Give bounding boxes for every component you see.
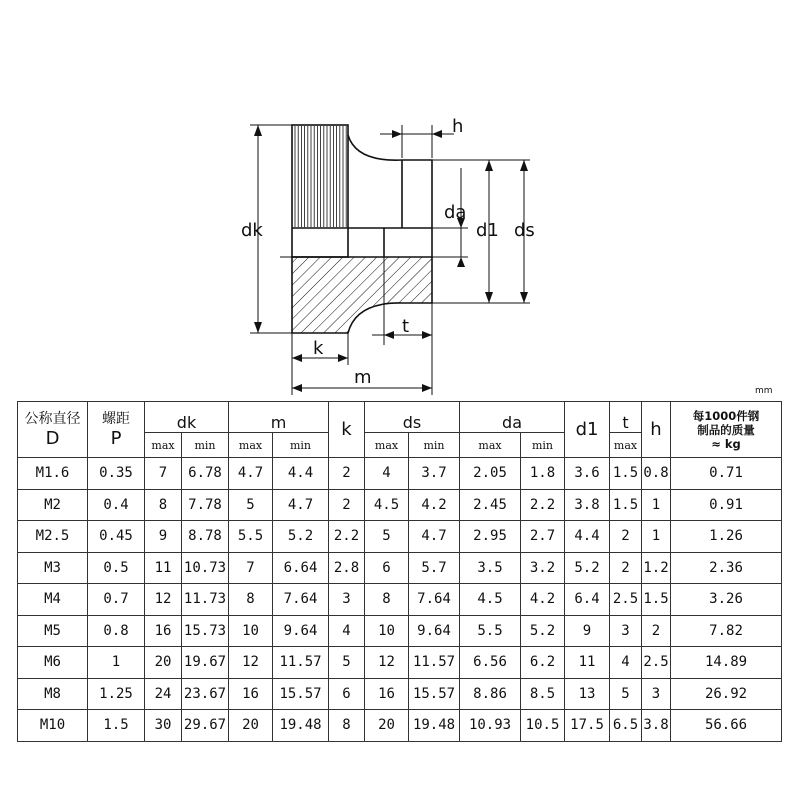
cell-P: 0.8 bbox=[88, 615, 145, 647]
header-nominal-diameter-cn: 公称直径 bbox=[24, 411, 81, 427]
cell-dk-max: 11 bbox=[145, 552, 182, 584]
cell-h: 0.8 bbox=[642, 458, 671, 490]
cell-ds-min: 4.2 bbox=[409, 489, 460, 521]
cell-t-max: 1.5 bbox=[610, 489, 642, 521]
cell-da-min: 5.2 bbox=[521, 615, 565, 647]
header-pitch bbox=[88, 402, 145, 458]
cell-t-max: 4 bbox=[610, 647, 642, 679]
cell-d1: 6.4 bbox=[565, 584, 610, 616]
cell-h: 1.5 bbox=[642, 584, 671, 616]
cell-h: 3.8 bbox=[642, 710, 671, 742]
cell-mass: 2.36 bbox=[671, 552, 782, 584]
header-dk: dk bbox=[145, 402, 229, 433]
cell-h: 2.5 bbox=[642, 647, 671, 679]
cell-P: 1.25 bbox=[88, 678, 145, 710]
cell-ds-max: 12 bbox=[365, 647, 409, 679]
cell-da-max: 8.86 bbox=[460, 678, 521, 710]
cell-m-min: 11.57 bbox=[273, 647, 329, 679]
cell-k: 2.8 bbox=[329, 552, 365, 584]
cell-P: 1 bbox=[88, 647, 145, 679]
cell-m-max: 16 bbox=[229, 678, 273, 710]
header-ds-min: min bbox=[409, 433, 460, 458]
table-row bbox=[18, 489, 782, 521]
cell-t-max: 3 bbox=[610, 615, 642, 647]
cell-da-max: 5.5 bbox=[460, 615, 521, 647]
cell-mass: 0.71 bbox=[671, 458, 782, 490]
cell-m-max: 5.5 bbox=[229, 521, 273, 553]
cell-t-max: 2 bbox=[610, 552, 642, 584]
cell-ds-min: 7.64 bbox=[409, 584, 460, 616]
cell-m-max: 10 bbox=[229, 615, 273, 647]
cell-d1: 11 bbox=[565, 647, 610, 679]
cell-t-max: 6.5 bbox=[610, 710, 642, 742]
cell-D: M2 bbox=[18, 489, 88, 521]
cell-k: 5 bbox=[329, 647, 365, 679]
cell-dk-min: 15.73 bbox=[182, 615, 229, 647]
cell-D: M10 bbox=[18, 710, 88, 742]
header-dk-min: min bbox=[182, 433, 229, 458]
cell-ds-max: 5 bbox=[365, 521, 409, 553]
header-k: k bbox=[329, 402, 365, 458]
cell-dk-max: 9 bbox=[145, 521, 182, 553]
cell-da-max: 4.5 bbox=[460, 584, 521, 616]
cell-da-max: 2.95 bbox=[460, 521, 521, 553]
cell-mass: 3.26 bbox=[671, 584, 782, 616]
header-D: D bbox=[45, 428, 60, 449]
table-row bbox=[18, 710, 782, 742]
cell-m-min: 15.57 bbox=[273, 678, 329, 710]
table-row bbox=[18, 615, 782, 647]
cell-m-max: 7 bbox=[229, 552, 273, 584]
cell-t-max: 1.5 bbox=[610, 458, 642, 490]
table-row bbox=[18, 458, 782, 490]
cell-d1: 9 bbox=[565, 615, 610, 647]
label-dk: dk bbox=[241, 220, 263, 241]
cell-mass: 56.66 bbox=[671, 710, 782, 742]
cell-D: M3 bbox=[18, 552, 88, 584]
cell-P: 0.7 bbox=[88, 584, 145, 616]
label-h: h bbox=[452, 116, 464, 137]
cell-t-max: 2 bbox=[610, 521, 642, 553]
cell-h: 1 bbox=[642, 489, 671, 521]
cell-m-max: 12 bbox=[229, 647, 273, 679]
cell-da-min: 4.2 bbox=[521, 584, 565, 616]
cell-ds-min: 9.64 bbox=[409, 615, 460, 647]
cell-D: M2.5 bbox=[18, 521, 88, 553]
cell-P: 0.4 bbox=[88, 489, 145, 521]
label-da: da bbox=[444, 202, 467, 223]
cell-m-max: 8 bbox=[229, 584, 273, 616]
cell-t-max: 5 bbox=[610, 678, 642, 710]
cell-d1: 17.5 bbox=[565, 710, 610, 742]
cell-ds-max: 4 bbox=[365, 458, 409, 490]
cell-dk-min: 29.67 bbox=[182, 710, 229, 742]
cell-ds-max: 16 bbox=[365, 678, 409, 710]
knurl-lines bbox=[295, 126, 346, 227]
header-P: P bbox=[110, 428, 122, 449]
cell-d1: 5.2 bbox=[565, 552, 610, 584]
label-ds: ds bbox=[514, 220, 535, 241]
cell-dk-min: 19.67 bbox=[182, 647, 229, 679]
label-m: m bbox=[354, 367, 372, 388]
cell-P: 0.5 bbox=[88, 552, 145, 584]
cell-m-min: 4.4 bbox=[273, 458, 329, 490]
cell-ds-min: 19.48 bbox=[409, 710, 460, 742]
cell-h: 3 bbox=[642, 678, 671, 710]
header-mass-line2: 制品的质量 bbox=[697, 422, 755, 437]
cell-t-max: 2.5 bbox=[610, 584, 642, 616]
header-nominal-diameter bbox=[18, 402, 88, 458]
cell-mass: 0.91 bbox=[671, 489, 782, 521]
cell-ds-min: 11.57 bbox=[409, 647, 460, 679]
cell-k: 3 bbox=[329, 584, 365, 616]
cell-da-max: 2.05 bbox=[460, 458, 521, 490]
cell-m-max: 20 bbox=[229, 710, 273, 742]
cell-dk-max: 7 bbox=[145, 458, 182, 490]
cell-D: M4 bbox=[18, 584, 88, 616]
cell-dk-min: 8.78 bbox=[182, 521, 229, 553]
cell-dk-min: 10.73 bbox=[182, 552, 229, 584]
cell-d1: 4.4 bbox=[565, 521, 610, 553]
cell-da-min: 2.7 bbox=[521, 521, 565, 553]
cell-P: 1.5 bbox=[88, 710, 145, 742]
cell-dk-max: 30 bbox=[145, 710, 182, 742]
label-t: t bbox=[402, 316, 410, 337]
cell-m-max: 4.7 bbox=[229, 458, 273, 490]
cell-m-min: 4.7 bbox=[273, 489, 329, 521]
cell-k: 2.2 bbox=[329, 521, 365, 553]
cell-da-min: 2.2 bbox=[521, 489, 565, 521]
cell-m-min: 5.2 bbox=[273, 521, 329, 553]
table-row bbox=[18, 678, 782, 710]
header-t-max: max bbox=[610, 433, 642, 458]
cell-m-min: 9.64 bbox=[273, 615, 329, 647]
cell-ds-min: 15.57 bbox=[409, 678, 460, 710]
cell-da-min: 3.2 bbox=[521, 552, 565, 584]
cell-m-min: 6.64 bbox=[273, 552, 329, 584]
header-da: da bbox=[460, 402, 565, 433]
cell-ds-max: 20 bbox=[365, 710, 409, 742]
cell-dk-max: 24 bbox=[145, 678, 182, 710]
cell-m-max: 5 bbox=[229, 489, 273, 521]
cell-k: 8 bbox=[329, 710, 365, 742]
cell-D: M1.6 bbox=[18, 458, 88, 490]
header-m: m bbox=[229, 402, 329, 433]
dimensions-table bbox=[17, 401, 782, 742]
cell-dk-max: 20 bbox=[145, 647, 182, 679]
cell-da-max: 2.45 bbox=[460, 489, 521, 521]
cell-dk-min: 7.78 bbox=[182, 489, 229, 521]
header-da-min: min bbox=[521, 433, 565, 458]
cell-D: M8 bbox=[18, 678, 88, 710]
section-hatch bbox=[292, 257, 432, 333]
cell-ds-max: 4.5 bbox=[365, 489, 409, 521]
header-mass bbox=[671, 402, 782, 458]
cell-ds-min: 5.7 bbox=[409, 552, 460, 584]
cell-dk-max: 8 bbox=[145, 489, 182, 521]
cell-D: M6 bbox=[18, 647, 88, 679]
cell-h: 2 bbox=[642, 615, 671, 647]
cell-da-min: 8.5 bbox=[521, 678, 565, 710]
cell-d1: 3.8 bbox=[565, 489, 610, 521]
cell-da-max: 10.93 bbox=[460, 710, 521, 742]
header-mass-line3: ≈ kg bbox=[711, 436, 741, 451]
cell-mass: 1.26 bbox=[671, 521, 782, 553]
cell-dk-max: 12 bbox=[145, 584, 182, 616]
header-m-min: min bbox=[273, 433, 329, 458]
label-k: k bbox=[313, 338, 324, 359]
table-row bbox=[18, 647, 782, 679]
cell-da-max: 6.56 bbox=[460, 647, 521, 679]
header-pitch-cn: 螺距 bbox=[102, 411, 130, 427]
cell-m-min: 19.48 bbox=[273, 710, 329, 742]
table-body bbox=[18, 458, 782, 742]
header-h: h bbox=[642, 402, 671, 458]
table-row bbox=[18, 584, 782, 616]
cell-dk-min: 6.78 bbox=[182, 458, 229, 490]
table-row bbox=[18, 521, 782, 553]
header-t: t bbox=[610, 402, 642, 433]
header-da-max: max bbox=[460, 433, 521, 458]
cell-k: 6 bbox=[329, 678, 365, 710]
cell-da-max: 3.5 bbox=[460, 552, 521, 584]
cell-da-min: 6.2 bbox=[521, 647, 565, 679]
cell-h: 1 bbox=[642, 521, 671, 553]
cell-d1: 3.6 bbox=[565, 458, 610, 490]
header-mass-line1: 每1000件钢 bbox=[692, 408, 760, 423]
cell-k: 2 bbox=[329, 489, 365, 521]
cell-ds-max: 6 bbox=[365, 552, 409, 584]
cell-d1: 13 bbox=[565, 678, 610, 710]
header-ds: ds bbox=[365, 402, 460, 433]
cell-P: 0.45 bbox=[88, 521, 145, 553]
cell-da-min: 10.5 bbox=[521, 710, 565, 742]
label-d1: d1 bbox=[476, 220, 499, 241]
unit-label: mm bbox=[755, 386, 773, 396]
cell-m-min: 7.64 bbox=[273, 584, 329, 616]
cell-k: 2 bbox=[329, 458, 365, 490]
cell-dk-min: 11.73 bbox=[182, 584, 229, 616]
neck-profile-top bbox=[348, 135, 432, 257]
cell-ds-max: 10 bbox=[365, 615, 409, 647]
cell-P: 0.35 bbox=[88, 458, 145, 490]
cell-dk-max: 16 bbox=[145, 615, 182, 647]
cell-mass: 26.92 bbox=[671, 678, 782, 710]
cell-ds-min: 3.7 bbox=[409, 458, 460, 490]
table-row bbox=[18, 552, 782, 584]
cell-mass: 14.89 bbox=[671, 647, 782, 679]
cell-ds-max: 8 bbox=[365, 584, 409, 616]
header-d1: d1 bbox=[565, 402, 610, 458]
cell-mass: 7.82 bbox=[671, 615, 782, 647]
cell-da-min: 1.8 bbox=[521, 458, 565, 490]
header-dk-max: max bbox=[145, 433, 182, 458]
header-ds-max: max bbox=[365, 433, 409, 458]
cell-D: M5 bbox=[18, 615, 88, 647]
cell-k: 4 bbox=[329, 615, 365, 647]
header-m-max: max bbox=[229, 433, 273, 458]
cell-dk-min: 23.67 bbox=[182, 678, 229, 710]
cell-h: 1.2 bbox=[642, 552, 671, 584]
cell-ds-min: 4.7 bbox=[409, 521, 460, 553]
